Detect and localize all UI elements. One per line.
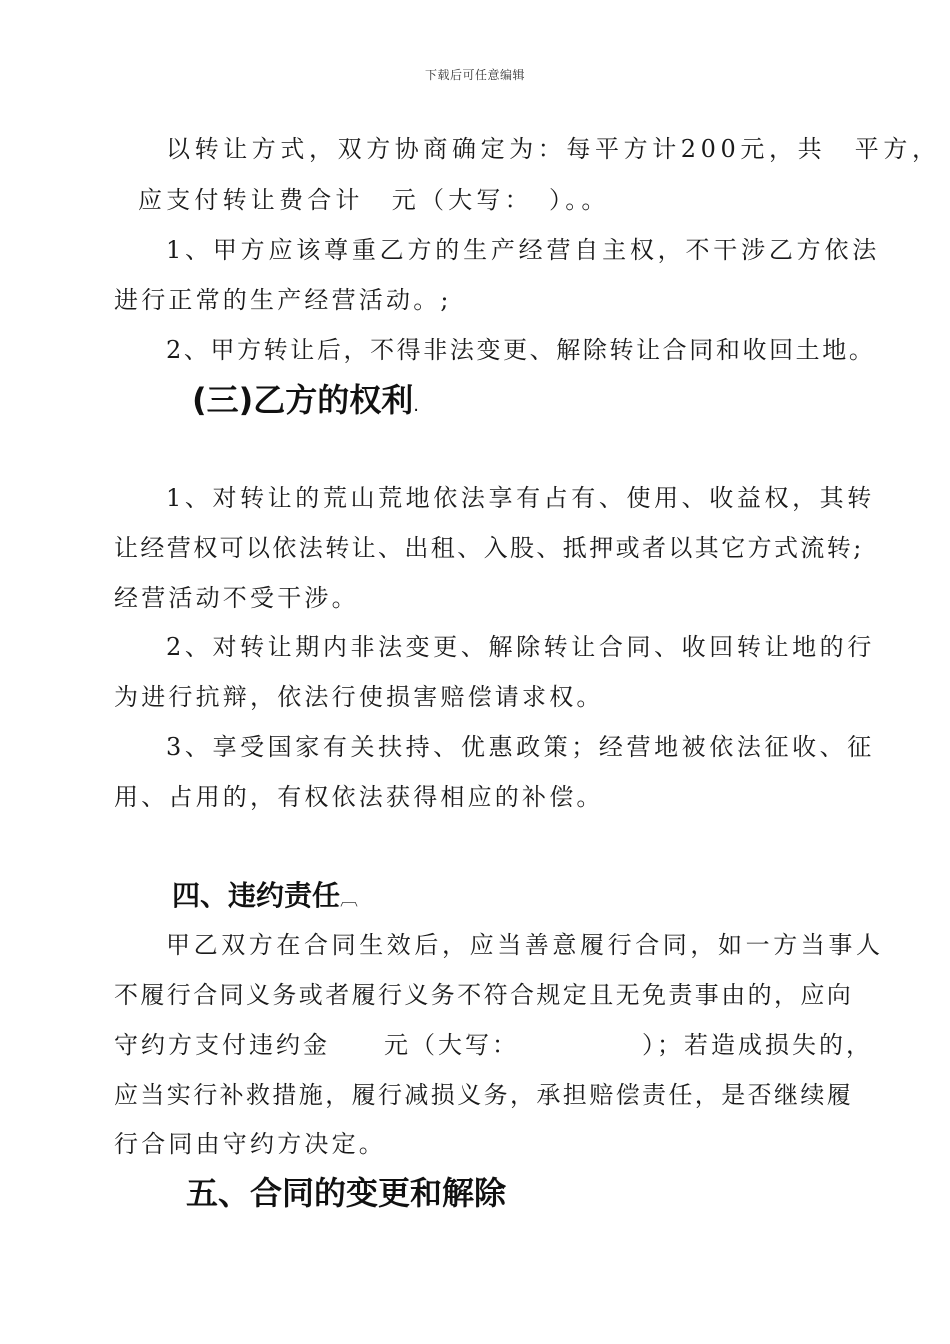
paragraph-line: 守约方支付违约金 元（大写： ）；若造成损失的， (114, 1031, 873, 1059)
heading-text: 四、违约责任 (172, 879, 341, 912)
paragraph-line: 以转让方式，双方协商确定为：每平方计200元，共 平方， (166, 135, 941, 163)
paragraph-line: 应支付转让费合计 元（大写： ）。。 (138, 186, 610, 214)
heading-tail: . (413, 395, 419, 416)
heading-text: (三)乙方的权利 (192, 381, 414, 419)
paragraph-line: 3、享受国家有关扶持、优惠政策；经营地被依法征收、征 (166, 733, 875, 761)
paragraph-line: 1、对转让的荒山荒地依法享有占有、使用、收益权，其转 (166, 484, 875, 512)
paragraph-line: 2、甲方转让后，不得非法变更、解除转让合同和收回土地。 (166, 336, 876, 364)
section-heading-party-b-rights (192, 381, 419, 425)
paragraph-line: 行合同由守约方决定。 (114, 1130, 386, 1158)
page-header-note: 下载后可任意编辑 (424, 68, 525, 82)
heading-tail: ︹ (340, 889, 359, 910)
section-heading-contract-change: 五、合同的变更和解除 (186, 1174, 507, 1212)
paragraph-line: 2、对转让期内非法变更、解除转让合同、收回转让地的行 (166, 633, 875, 661)
paragraph-line: 应当实行补救措施，履行减损义务，承担赔偿责任，是否继续履 (114, 1081, 854, 1109)
paragraph-line: 用、占用的，有权依法获得相应的补偿。 (114, 783, 604, 811)
paragraph-line: 经营活动不受干涉。 (114, 584, 359, 612)
paragraph-line: 不履行合同义务或者履行义务不符合规定且无免责事由的，应向 (114, 981, 854, 1009)
paragraph-line: 甲乙双方在合同生效后，应当善意履行合同，如一方当事人 (166, 931, 884, 959)
paragraph-line: 为进行抗辩，依法行使损害赔偿请求权。 (114, 683, 604, 711)
paragraph-line: 1、甲方应该尊重乙方的生产经营自主权，不干涉乙方依法 (166, 236, 881, 264)
paragraph-line: 让经营权可以依法转让、出租、入股、抵押或者以其它方式流转; (114, 534, 864, 562)
paragraph-line: 进行正常的生产经营活动。; (114, 286, 452, 314)
section-heading-breach-liability (172, 879, 358, 917)
